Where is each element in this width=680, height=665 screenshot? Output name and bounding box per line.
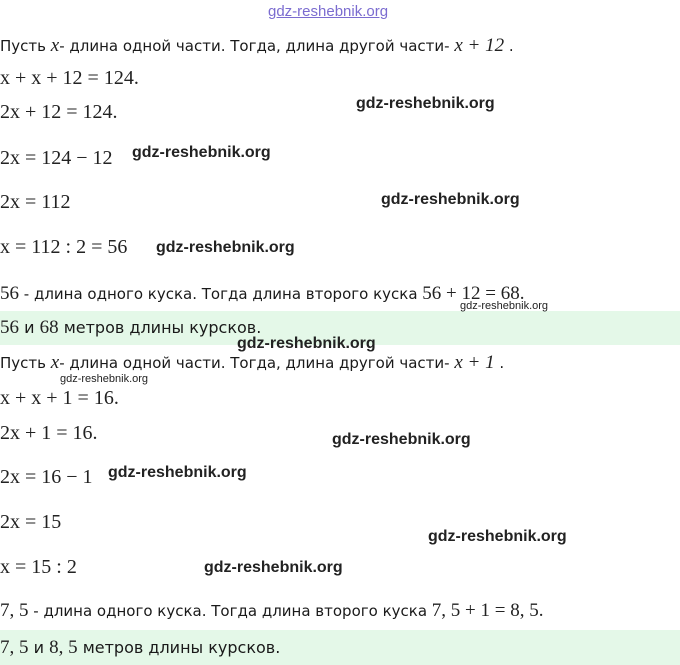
watermark: gdz-reshebnik.org [156, 239, 295, 256]
top-watermark: gdz-reshebnik.org [268, 3, 389, 20]
problem1-intro [0, 36, 514, 56]
watermark: gdz-reshebnik.org [108, 464, 247, 481]
intro-label: Пусть [0, 354, 46, 372]
watermark: gdz-reshebnik.org [132, 144, 271, 161]
answer-description: метров длины курсков. [63, 318, 262, 337]
intro-description: - длина одной части. Тогда, длина другой части- [59, 37, 450, 55]
watermark: gdz-reshebnik.org [332, 431, 471, 448]
problem1-equation-5: x = 112 : 2 = 56 [0, 236, 128, 258]
intro-expression: x + 12 [454, 35, 505, 56]
result-expression: 7, 5 + 1 = 8, 5. [431, 600, 544, 621]
problem1-equation-2: 2x + 12 = 124. [0, 101, 118, 123]
answer-second-length: 68 [39, 317, 59, 338]
problem2-equation-2: 2x + 1 = 16. [0, 422, 98, 444]
intro-label: Пусть [0, 37, 46, 55]
result-description: - длина одного куска. Тогда длина второго куска [33, 602, 428, 620]
intro-variable: x [50, 35, 60, 56]
problem1-equation-1: x + x + 12 = 124. [0, 67, 139, 89]
watermark: gdz-reshebnik.org [356, 95, 495, 112]
answer-first-length: 7, 5 [0, 637, 29, 658]
answer-conjunction: и [24, 318, 35, 337]
intro-description: - длина одной части. Тогда, длина другой части- [59, 354, 450, 372]
problem1-equation-3: 2x = 124 − 12 [0, 147, 113, 169]
result-description: - длина одного куска. Тогда длина второго куска [23, 285, 418, 303]
watermark: gdz-reshebnik.org [428, 528, 567, 545]
answer-description: метров длины курсков. [82, 638, 281, 657]
problem2-intro [0, 353, 504, 373]
result-first-length: 7, 5 [0, 600, 29, 621]
problem2-equation-3: 2x = 16 − 1 [0, 466, 93, 488]
answer-conjunction: и [33, 638, 44, 657]
watermark: gdz-reshebnik.org [204, 559, 343, 576]
watermark: gdz-reshebnik.org [237, 335, 376, 352]
problem1-answer [0, 316, 261, 340]
watermark: gdz-reshebnik.org [460, 300, 549, 312]
intro-expression: x + 1 [454, 352, 495, 373]
problem2-answer [0, 636, 280, 660]
problem1-equation-4: 2x = 112 [0, 191, 71, 213]
problem2-result [0, 599, 543, 623]
problem2-equation-1: x + x + 1 = 16. [0, 387, 119, 409]
answer-first-length: 56 [0, 317, 19, 338]
watermark: gdz-reshebnik.org [60, 373, 149, 385]
result-first-length: 56 [0, 283, 19, 304]
problem2-equation-4: 2x = 15 [0, 511, 62, 533]
watermark: gdz-reshebnik.org [381, 191, 520, 208]
result-expression: 56 + 12 = 68. [422, 283, 525, 304]
problem2-equation-5: x = 15 : 2 [0, 556, 77, 578]
answer-second-length: 8, 5 [49, 637, 78, 658]
intro-variable: x [50, 352, 60, 373]
problem1-result [0, 282, 524, 306]
intro-period: . [508, 37, 514, 55]
intro-period: . [499, 354, 505, 372]
